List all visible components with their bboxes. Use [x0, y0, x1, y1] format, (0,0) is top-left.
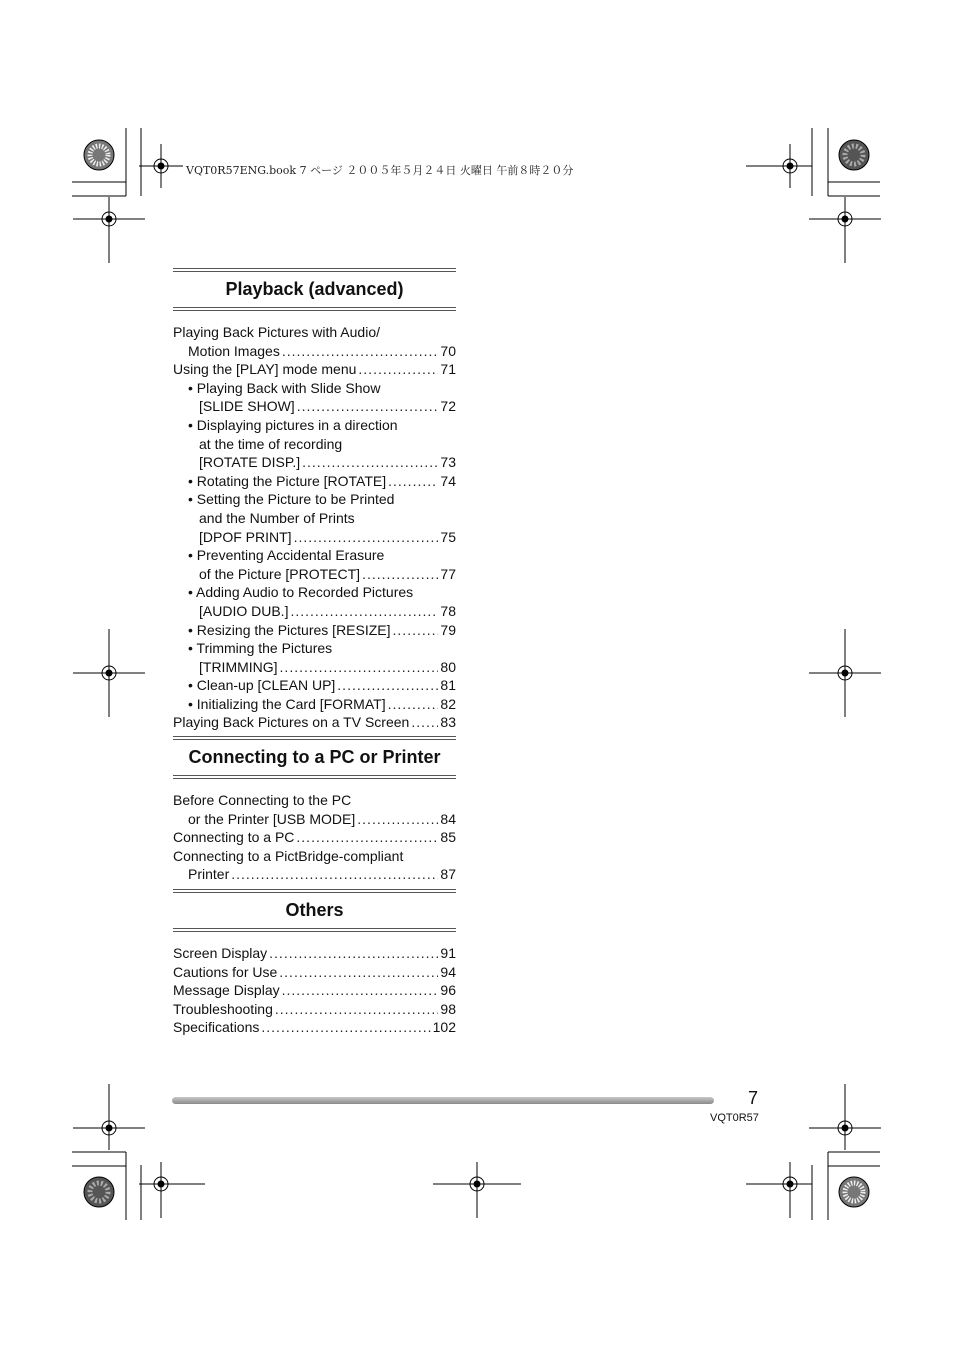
toc-entry-text: [DPOF PRINT]: [199, 528, 292, 545]
toc-entry-text: or the Printer [USB MODE]: [188, 810, 356, 827]
toc-entry-text: Connecting to a PictBridge-compliant: [173, 847, 404, 864]
toc-section-connecting: [173, 736, 456, 884]
toc-entry-text: Printer: [188, 866, 230, 883]
toc-page-number: 75: [440, 528, 456, 545]
section-title: Others: [173, 889, 456, 932]
toc-entry-text: • Playing Back with Slide Show: [188, 379, 381, 396]
toc-page-number: 74: [440, 472, 456, 489]
toc-page-number: 85: [440, 829, 456, 846]
toc-entry-text: Before Connecting to the PC: [173, 792, 352, 808]
toc-section-others: [173, 889, 456, 1037]
toc-entry-text: [AUDIO DUB.]: [199, 602, 289, 619]
toc-entry-text: • Trimming the Pictures: [188, 640, 333, 657]
toc-page-number: 84: [440, 810, 456, 827]
toc-entry-text: • Adding Audio to Recorded Pictures: [188, 584, 414, 601]
toc-page-number: 70: [440, 342, 456, 359]
toc-entry-text: [SLIDE SHOW]: [199, 398, 295, 415]
section-title: Playback (advanced): [173, 268, 456, 311]
toc-page-number: 71: [440, 361, 456, 378]
toc-page-number: 94: [440, 963, 456, 980]
toc-page-number: 73: [440, 454, 456, 471]
toc-page-number: 82: [440, 695, 456, 712]
footer-rule: [172, 1097, 714, 1104]
toc-page-number: 72: [440, 398, 456, 415]
toc-entry-text: Connecting to a PC: [173, 829, 295, 846]
section-title: Connecting to a PC or Printer: [173, 736, 456, 779]
toc-entry-text: and the Number of Prints: [199, 509, 355, 526]
toc-page-number: 80: [440, 658, 456, 675]
toc-entry-text: Screen Display: [173, 945, 268, 961]
toc-entry-text: of the Picture [PROTECT]: [199, 565, 361, 582]
toc-page-number: 77: [440, 565, 456, 582]
toc-page-number: 96: [440, 982, 456, 999]
toc-entry-text: Playing Back Pictures on a TV Screen: [173, 714, 410, 731]
toc-entry-text: • Clean-up [CLEAN UP]: [188, 677, 336, 694]
toc-entry-text: [ROTATE DISP.]: [199, 454, 301, 471]
toc-entry-text: • Displaying pictures in a direction: [188, 416, 398, 433]
toc-entry-text: • Initializing the Card [FORMAT]: [188, 695, 386, 712]
toc-page-number: 98: [440, 1000, 456, 1017]
toc-entry-text: Cautions for Use: [173, 963, 278, 980]
toc-section-playback: [173, 268, 456, 732]
document-code: VQT0R57: [710, 1112, 759, 1124]
toc-entry-text: at the time of recording: [199, 435, 343, 452]
toc-entry-text: Troubleshooting: [173, 1000, 273, 1017]
toc-page-number: 87: [440, 866, 456, 883]
toc-entries: [173, 323, 456, 732]
toc-entry-text: Playing Back Pictures with Audio/: [173, 324, 380, 340]
toc-entry-text: • Preventing Accidental Erasure: [188, 547, 385, 564]
toc-entry-text: • Rotating the Picture [ROTATE]: [188, 472, 387, 489]
toc-entry-text: Message Display: [173, 982, 280, 999]
toc-page-number: 81: [440, 677, 456, 694]
page-number: 7: [748, 1088, 759, 1108]
toc-entry-text: [TRIMMING]: [199, 658, 278, 675]
toc-entries: [173, 791, 456, 884]
toc-entry-text: Specifications: [173, 1019, 260, 1036]
print-header-line: VQT0R57ENG.book 7 ページ ２００５年５月２４日 火曜日 午前８時２０分: [186, 164, 574, 177]
toc-entries: [173, 944, 456, 1037]
toc-entry-text: Using the [PLAY] mode menu: [173, 361, 357, 378]
toc-entry-text: • Setting the Picture to be Printed: [188, 491, 395, 508]
toc-page-number: 83: [440, 714, 456, 731]
toc-page-number: 78: [440, 602, 456, 619]
toc-page-number: 79: [440, 621, 456, 638]
toc-page-number: 91: [440, 945, 456, 961]
toc-entry-text: Motion Images: [188, 342, 280, 359]
toc-page-number: 102: [432, 1019, 456, 1036]
toc-entry-text: • Resizing the Pictures [RESIZE]: [188, 621, 391, 638]
